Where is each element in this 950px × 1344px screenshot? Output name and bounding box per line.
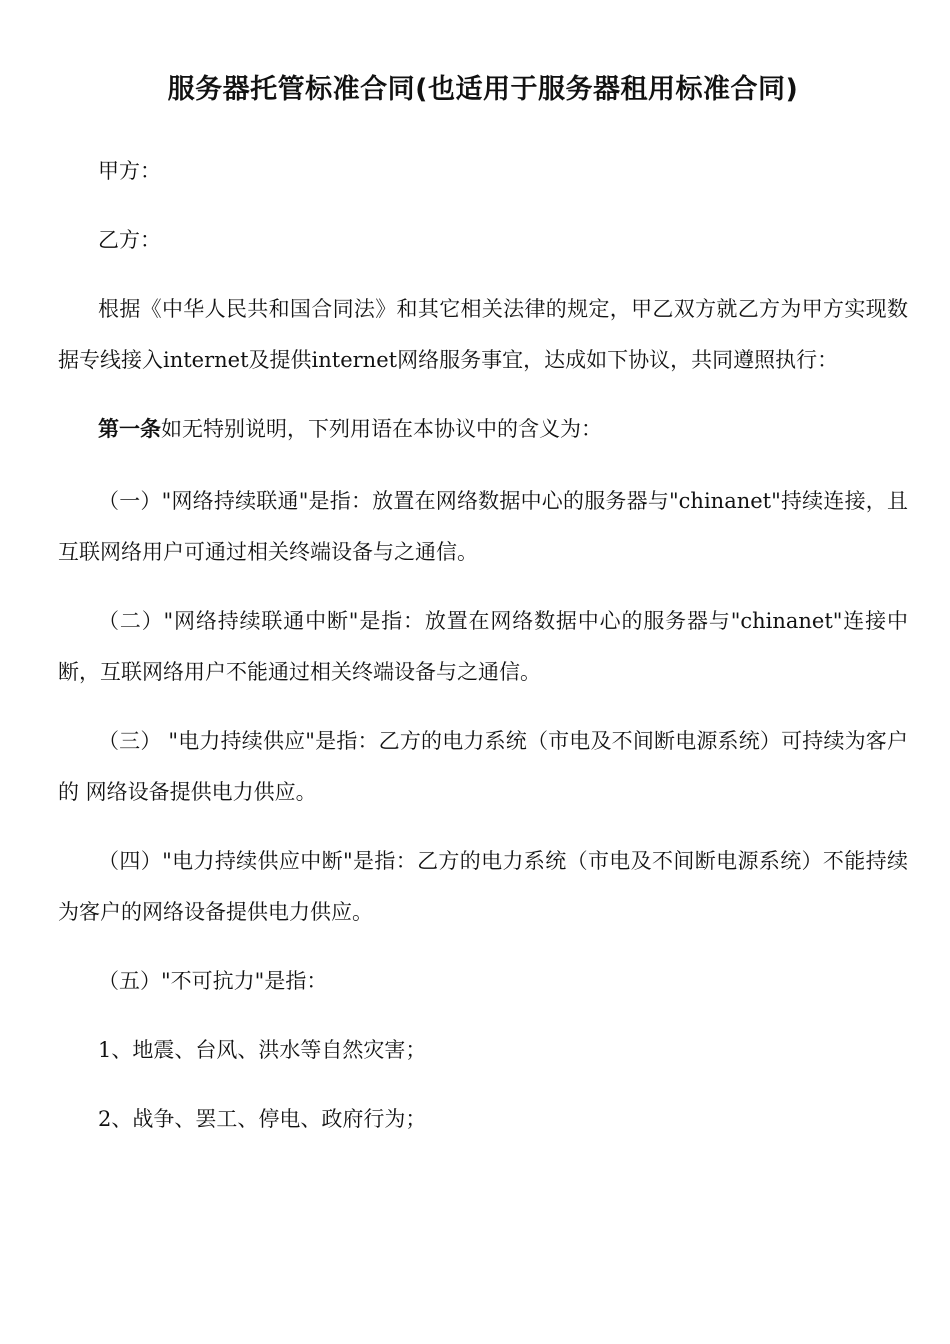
definition-3: （三） "电力持续供应"是指：乙方的电力系统（市电及不间断电源系统）可持续为客户的 网络设备提供电力供应。 [58, 729, 908, 804]
article-1-label: 第一条 [98, 417, 161, 441]
definition-4: （四）"电力持续供应中断"是指：乙方的电力系统（市电及不间断电源系统）不能持续为客户的网络设备提供电力供应。 [58, 849, 908, 924]
party-b-line: 乙方： [98, 228, 161, 252]
force-majeure-item-2: 2、战争、罢工、停电、政府行为； [98, 1107, 427, 1131]
document-title: 服务器托管标准合同(也适用于服务器租用标准合同) [167, 74, 799, 105]
document-page [58, 70, 908, 1163]
article-1-text: 如无特别说明，下列用语在本协议中的含义为： [161, 417, 602, 441]
force-majeure-item-1: 1、地震、台风、洪水等自然灾害； [98, 1038, 427, 1062]
party-a-line: 甲方： [98, 159, 161, 183]
definition-1: （一）"网络持续联通"是指：放置在网络数据中心的服务器与"chinanet"持续连接，且互联网络用户可通过相关终端设备与之通信。 [58, 489, 908, 564]
definition-2: （二）"网络持续联通中断"是指：放置在网络数据中心的服务器与"chinanet"连接中断，互联网络用户不能通过相关终端设备与之通信。 [58, 609, 908, 684]
article-1-paragraph [58, 404, 908, 455]
preamble-paragraph: 根据《中华人民共和国合同法》和其它相关法律的规定，甲乙双方就乙方为甲方实现数据专线接入internet及提供internet网络服务事宜，达成如下协议，共同遵照执行： [58, 297, 908, 372]
definition-5: （五）"不可抗力"是指： [98, 969, 328, 993]
